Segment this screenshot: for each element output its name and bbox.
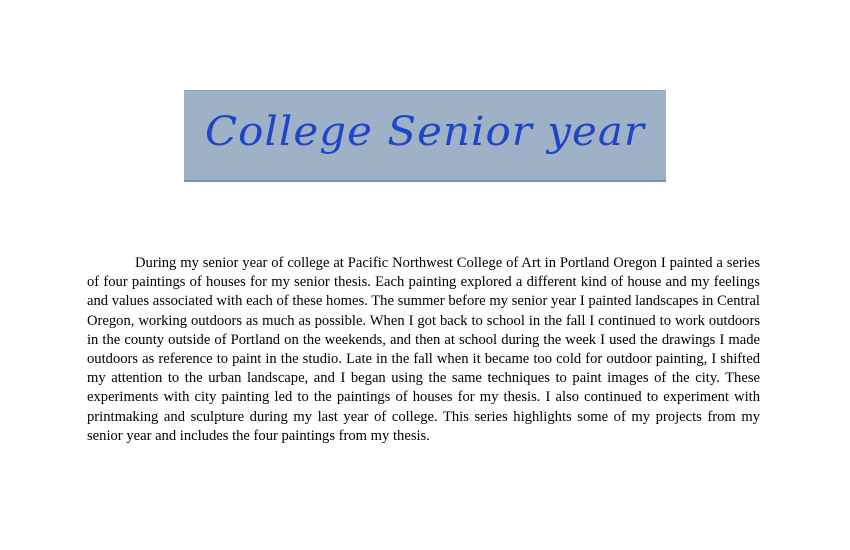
body-paragraph: During my senior year of college at Pacific Northwest College of Art in Portland Oregon I painted a series of four paintings of houses for my senior thesis. Each painting explored a different kind of house and my feelings and values associated with each of these homes. The summer before my senior year I painted landscapes in Central Oregon, working outdoors as much as possible. When I got back to school in the fall I continued to work outdoors in the county outside of Portland on the weekends, and then at school during the week I used the drawings I made outdoors as reference to paint in the studio. Late in the fall when it became too cold for outdoor painting, I shifted my attention to the urban landscape, and I began using the same techniques to paint images of the city. These experiments with city painting led to the paintings of houses for my thesis. I also continued to experiment with printmaking and sculpture during my last year of college. This series highlights some of my projects from my senior year and includes the four paintings from my thesis. [87,255,760,444]
title-text: College Senior year [205,109,647,155]
handwritten-title [184,91,666,183]
title-banner [184,90,666,182]
